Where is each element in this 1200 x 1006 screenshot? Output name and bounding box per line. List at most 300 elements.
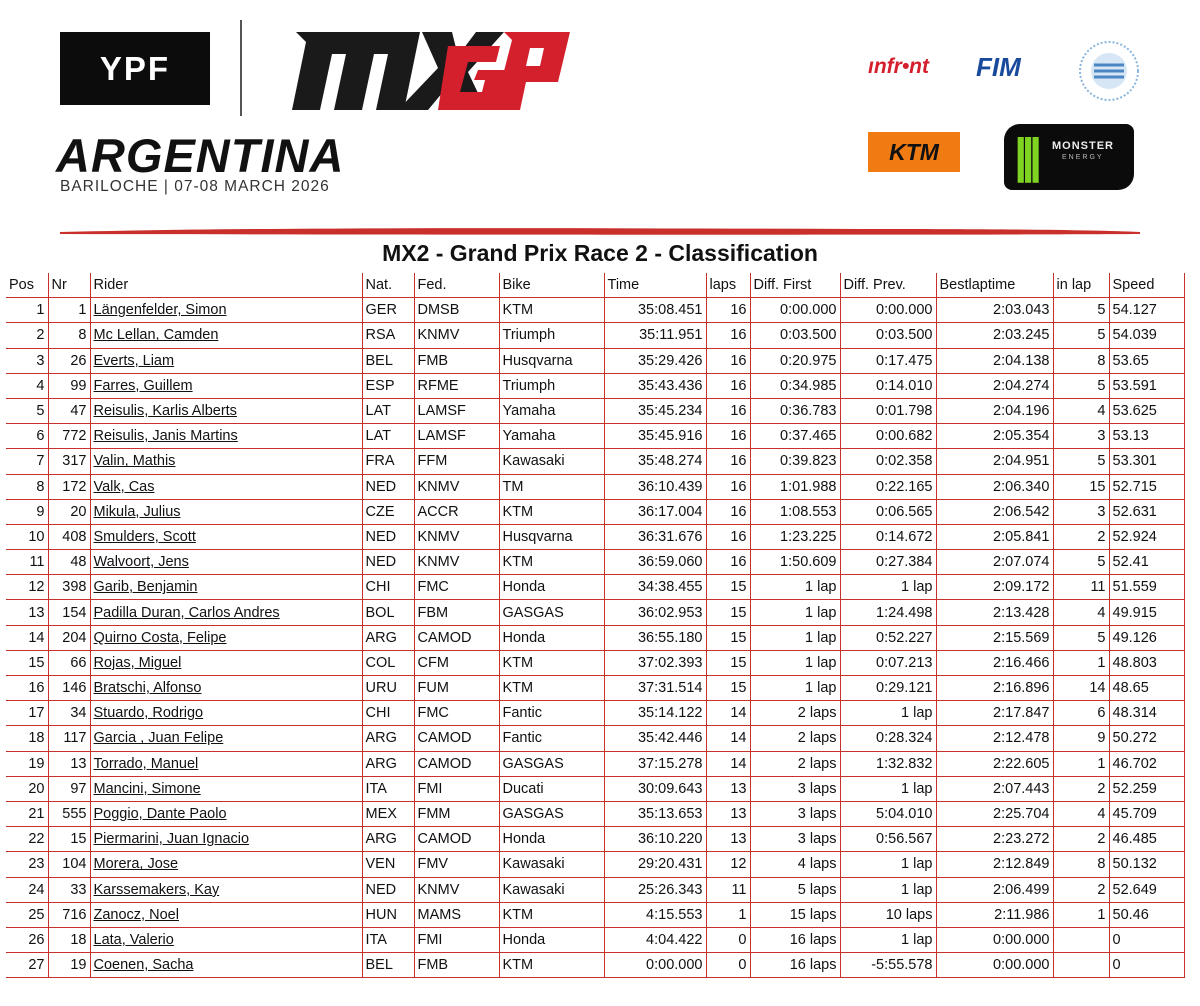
rider-link[interactable]: Valin, Mathis [93, 453, 176, 470]
cell-rider [90, 499, 362, 524]
rider-link[interactable]: Mc Lellan, Camden [93, 327, 219, 344]
cell-pos: 8 [6, 474, 48, 499]
cell-bike: Ducati [499, 776, 604, 801]
cell-pos: 19 [6, 751, 48, 776]
monster-logo-sub: ENERGY [1062, 154, 1104, 161]
cell-rider [90, 449, 362, 474]
cell-speed: 48.314 [1109, 701, 1184, 726]
cell-diff-prev: 0:17.475 [840, 348, 936, 373]
col-header-bike: Bike [499, 273, 604, 298]
cell-in-lap: 1 [1053, 902, 1109, 927]
cell-bestlaptime: 2:07.443 [936, 776, 1053, 801]
cell-rider [90, 827, 362, 852]
table-row [6, 474, 1184, 499]
table-row [6, 499, 1184, 524]
table-header-row [6, 273, 1184, 298]
cell-diff-first: 16 laps [750, 927, 840, 952]
cell-speed: 51.559 [1109, 575, 1184, 600]
cell-bestlaptime: 2:12.849 [936, 852, 1053, 877]
cell-diff-prev: 0:14.672 [840, 524, 936, 549]
cell-speed: 45.709 [1109, 801, 1184, 826]
cell-pos: 26 [6, 927, 48, 952]
cell-diff-prev: 0:00.682 [840, 424, 936, 449]
cell-bestlaptime: 0:00.000 [936, 927, 1053, 952]
rider-link[interactable]: Walvoort, Jens [93, 554, 189, 571]
cell-in-lap: 2 [1053, 524, 1109, 549]
cell-pos: 18 [6, 726, 48, 751]
cell-laps: 14 [706, 751, 750, 776]
cell-in-lap: 5 [1053, 373, 1109, 398]
cell-bike: KTM [499, 499, 604, 524]
cell-pos: 12 [6, 575, 48, 600]
cell-in-lap: 3 [1053, 499, 1109, 524]
col-header-rider: Rider [90, 273, 362, 298]
cell-in-lap: 4 [1053, 801, 1109, 826]
cell-laps: 1 [706, 902, 750, 927]
cell-rider [90, 373, 362, 398]
cell-bike: TM [499, 474, 604, 499]
rider-link[interactable]: Padilla Duran, Carlos Andres [93, 604, 280, 621]
cell-bike: Honda [499, 625, 604, 650]
cell-fed: FMB [414, 953, 499, 978]
rider-link[interactable]: Smulders, Scott [93, 528, 196, 545]
cell-bike: GASGAS [499, 751, 604, 776]
cell-bike: Triumph [499, 373, 604, 398]
table-row [6, 877, 1184, 902]
rider-link[interactable]: Poggio, Dante Paolo [93, 806, 227, 823]
cell-pos: 23 [6, 852, 48, 877]
cell-rider [90, 726, 362, 751]
cell-nat: BEL [362, 953, 414, 978]
table-row [6, 424, 1184, 449]
table-row [6, 323, 1184, 348]
cell-in-lap: 1 [1053, 650, 1109, 675]
table-row [6, 348, 1184, 373]
cell-diff-first: 2 laps [750, 726, 840, 751]
cell-diff-prev: 1 lap [840, 776, 936, 801]
cell-fed: RFME [414, 373, 499, 398]
cell-diff-first: 1:08.553 [750, 499, 840, 524]
cell-speed: 54.127 [1109, 298, 1184, 323]
cell-speed: 52.924 [1109, 524, 1184, 549]
cell-rider [90, 323, 362, 348]
monster-claw-icon: ||| [1014, 130, 1037, 183]
cell-diff-prev: 1:24.498 [840, 600, 936, 625]
cell-time: 37:15.278 [604, 751, 706, 776]
cell-bike: Fantic [499, 726, 604, 751]
table-row [6, 827, 1184, 852]
cell-rider [90, 953, 362, 978]
cell-pos: 7 [6, 449, 48, 474]
cell-nat: BOL [362, 600, 414, 625]
cell-laps: 16 [706, 474, 750, 499]
cell-speed: 53.13 [1109, 424, 1184, 449]
cell-bike: Triumph [499, 323, 604, 348]
rider-link[interactable]: Mikula, Julius [93, 503, 181, 520]
cell-in-lap: 6 [1053, 701, 1109, 726]
cell-pos: 25 [6, 902, 48, 927]
cell-laps: 15 [706, 575, 750, 600]
cell-bike: Honda [499, 575, 604, 600]
fim-logo: FIM [976, 52, 1021, 82]
cell-speed: 48.65 [1109, 676, 1184, 701]
table-row [6, 927, 1184, 952]
cell-fed: MAMS [414, 902, 499, 927]
cell-rider [90, 877, 362, 902]
cell-diff-prev: 1:32.832 [840, 751, 936, 776]
rider-link[interactable]: Everts, Liam [93, 352, 175, 369]
cell-nr: 772 [48, 424, 90, 449]
rider-link[interactable]: Reisulis, Karlis Alberts [93, 403, 237, 420]
cell-bestlaptime: 2:04.138 [936, 348, 1053, 373]
rider-link[interactable]: Garcia , Juan Felipe [93, 730, 224, 747]
cell-fed: FMC [414, 701, 499, 726]
cell-bestlaptime: 2:23.272 [936, 827, 1053, 852]
cell-time: 36:59.060 [604, 550, 706, 575]
cell-in-lap [1053, 927, 1109, 952]
cell-diff-prev: 0:14.010 [840, 373, 936, 398]
cell-nr: 317 [48, 449, 90, 474]
cell-in-lap: 1 [1053, 751, 1109, 776]
cell-fed: CAMOD [414, 625, 499, 650]
cell-diff-first: 1 lap [750, 650, 840, 675]
cell-time: 36:02.953 [604, 600, 706, 625]
cell-nr: 34 [48, 701, 90, 726]
cell-nat: HUN [362, 902, 414, 927]
table-row [6, 449, 1184, 474]
col-header-in-lap: in lap [1053, 273, 1109, 298]
cell-nat: MEX [362, 801, 414, 826]
cell-bestlaptime: 2:05.354 [936, 424, 1053, 449]
rider-link[interactable]: Quirno Costa, Felipe [93, 629, 227, 646]
cell-speed: 52.715 [1109, 474, 1184, 499]
cell-diff-first: 0:34.985 [750, 373, 840, 398]
cell-nr: 398 [48, 575, 90, 600]
cell-nat: URU [362, 676, 414, 701]
cell-diff-first: 1:50.609 [750, 550, 840, 575]
rider-link[interactable]: Garib, Benjamin [93, 579, 198, 596]
cell-diff-prev: 1 lap [840, 701, 936, 726]
cell-time: 35:29.426 [604, 348, 706, 373]
cell-fed: LAMSF [414, 424, 499, 449]
cell-speed: 50.46 [1109, 902, 1184, 927]
col-header-time: Time [604, 273, 706, 298]
col-header-diff-first: Diff. First [750, 273, 840, 298]
cell-rider [90, 298, 362, 323]
col-header-diff-prev: Diff. Prev. [840, 273, 936, 298]
cell-pos: 22 [6, 827, 48, 852]
cell-speed: 54.039 [1109, 323, 1184, 348]
cell-bike: Yamaha [499, 398, 604, 423]
cell-nat: CHI [362, 701, 414, 726]
cell-bestlaptime: 2:22.605 [936, 751, 1053, 776]
cell-bike: KTM [499, 676, 604, 701]
cell-fed: FFM [414, 449, 499, 474]
cell-bike: Honda [499, 927, 604, 952]
cell-speed: 53.65 [1109, 348, 1184, 373]
cell-time: 4:04.422 [604, 927, 706, 952]
cell-fed: FMB [414, 348, 499, 373]
cell-speed: 52.649 [1109, 877, 1184, 902]
rider-link[interactable]: Lata, Valerio [93, 931, 174, 948]
cell-laps: 16 [706, 499, 750, 524]
table-row [6, 373, 1184, 398]
cell-bestlaptime: 2:17.847 [936, 701, 1053, 726]
cell-bestlaptime: 2:05.841 [936, 524, 1053, 549]
logo-divider [240, 20, 242, 116]
monster-energy-logo [1004, 124, 1134, 190]
rider-link[interactable]: Coenen, Sacha [93, 957, 194, 974]
cell-rider [90, 524, 362, 549]
cell-time: 35:14.122 [604, 701, 706, 726]
cell-diff-prev: 0:27.384 [840, 550, 936, 575]
cell-laps: 11 [706, 877, 750, 902]
cell-diff-prev: 0:52.227 [840, 625, 936, 650]
cell-bestlaptime: 2:04.951 [936, 449, 1053, 474]
cell-nr: 117 [48, 726, 90, 751]
table-row [6, 701, 1184, 726]
cell-bike: Kawasaki [499, 449, 604, 474]
cell-pos: 1 [6, 298, 48, 323]
cell-in-lap: 15 [1053, 474, 1109, 499]
cell-speed: 49.126 [1109, 625, 1184, 650]
monster-logo-word: MONSTER [1052, 140, 1114, 152]
cell-bike: KTM [499, 550, 604, 575]
cell-pos: 14 [6, 625, 48, 650]
cell-time: 35:11.951 [604, 323, 706, 348]
cell-diff-first: 1 lap [750, 575, 840, 600]
cell-in-lap: 8 [1053, 348, 1109, 373]
cell-diff-first: 16 laps [750, 953, 840, 978]
col-header-nr: Nr [48, 273, 90, 298]
cell-laps: 14 [706, 726, 750, 751]
cell-diff-first: 2 laps [750, 701, 840, 726]
cell-laps: 16 [706, 373, 750, 398]
cell-speed: 53.591 [1109, 373, 1184, 398]
cell-speed: 49.915 [1109, 600, 1184, 625]
cell-diff-first: 1 lap [750, 676, 840, 701]
cell-bestlaptime: 2:04.196 [936, 398, 1053, 423]
cell-nr: 26 [48, 348, 90, 373]
table-row [6, 575, 1184, 600]
cell-speed: 52.41 [1109, 550, 1184, 575]
cell-laps: 13 [706, 801, 750, 826]
cell-laps: 15 [706, 625, 750, 650]
cell-nat: LAT [362, 424, 414, 449]
cell-diff-prev: 0:22.165 [840, 474, 936, 499]
cell-fed: KNMV [414, 877, 499, 902]
cell-nr: 19 [48, 953, 90, 978]
cell-nat: LAT [362, 398, 414, 423]
cell-bike: Kawasaki [499, 877, 604, 902]
cell-rider [90, 701, 362, 726]
table-row [6, 298, 1184, 323]
cell-time: 35:42.446 [604, 726, 706, 751]
cell-diff-first: 15 laps [750, 902, 840, 927]
rider-link[interactable]: Karssemakers, Kay [93, 881, 220, 898]
cell-fed: CFM [414, 650, 499, 675]
cell-speed: 48.803 [1109, 650, 1184, 675]
cell-diff-prev: 0:06.565 [840, 499, 936, 524]
cell-bike: Fantic [499, 701, 604, 726]
cell-time: 36:55.180 [604, 625, 706, 650]
cell-fed: CAMOD [414, 751, 499, 776]
table-row [6, 650, 1184, 675]
rider-link[interactable]: Torrado, Manuel [93, 755, 199, 772]
cell-diff-prev: 5:04.010 [840, 801, 936, 826]
cell-nat: NED [362, 524, 414, 549]
classification-title: MX2 - Grand Prix Race 2 - Classification [382, 240, 818, 266]
table-body [6, 298, 1184, 978]
cell-diff-first: 0:03.500 [750, 323, 840, 348]
cell-nat: ARG [362, 827, 414, 852]
table-row [6, 726, 1184, 751]
cell-in-lap: 5 [1053, 625, 1109, 650]
cell-diff-first: 0:39.823 [750, 449, 840, 474]
cell-laps: 0 [706, 927, 750, 952]
cell-bestlaptime: 2:04.274 [936, 373, 1053, 398]
rider-link[interactable]: Farres, Guillem [93, 377, 193, 394]
cell-nat: FRA [362, 449, 414, 474]
cell-laps: 13 [706, 776, 750, 801]
cell-pos: 27 [6, 953, 48, 978]
cell-time: 35:43.436 [604, 373, 706, 398]
cell-in-lap: 2 [1053, 776, 1109, 801]
cell-nr: 13 [48, 751, 90, 776]
cell-speed: 46.702 [1109, 751, 1184, 776]
cell-pos: 15 [6, 650, 48, 675]
cell-bike: KTM [499, 953, 604, 978]
cell-time: 35:13.653 [604, 801, 706, 826]
cell-nr: 146 [48, 676, 90, 701]
cell-bestlaptime: 0:00.000 [936, 953, 1053, 978]
cell-speed: 52.259 [1109, 776, 1184, 801]
rider-link[interactable]: Rojas, Miguel [93, 654, 182, 671]
cell-nr: 204 [48, 625, 90, 650]
rider-link[interactable]: Zanocz, Noel [93, 906, 179, 923]
cell-nr: 18 [48, 927, 90, 952]
cell-bestlaptime: 2:16.896 [936, 676, 1053, 701]
cell-bike: GASGAS [499, 600, 604, 625]
cell-nr: 47 [48, 398, 90, 423]
cell-diff-first: 3 laps [750, 801, 840, 826]
cell-nat: NED [362, 474, 414, 499]
cell-nr: 99 [48, 373, 90, 398]
cell-laps: 16 [706, 524, 750, 549]
cell-time: 35:45.916 [604, 424, 706, 449]
cell-in-lap: 2 [1053, 877, 1109, 902]
cell-rider [90, 852, 362, 877]
cell-nr: 104 [48, 852, 90, 877]
table-row [6, 524, 1184, 549]
rider-link[interactable]: Reisulis, Janis Martins [93, 428, 238, 445]
cell-nr: 20 [48, 499, 90, 524]
cell-speed: 50.272 [1109, 726, 1184, 751]
cell-diff-prev: 0:01.798 [840, 398, 936, 423]
cell-bestlaptime: 2:09.172 [936, 575, 1053, 600]
cell-diff-first: 2 laps [750, 751, 840, 776]
cell-speed: 52.631 [1109, 499, 1184, 524]
cell-fed: LAMSF [414, 398, 499, 423]
cell-pos: 16 [6, 676, 48, 701]
cell-rider [90, 776, 362, 801]
cell-nat: ITA [362, 927, 414, 952]
table-row [6, 953, 1184, 978]
cell-pos: 17 [6, 701, 48, 726]
cell-rider [90, 348, 362, 373]
cell-speed: 50.132 [1109, 852, 1184, 877]
cell-pos: 6 [6, 424, 48, 449]
cell-diff-first: 0:20.975 [750, 348, 840, 373]
cell-bike: Husqvarna [499, 348, 604, 373]
cell-fed: ACCR [414, 499, 499, 524]
cell-in-lap: 5 [1053, 449, 1109, 474]
rider-link[interactable]: Piermarini, Juan Ignacio [93, 831, 250, 848]
cell-in-lap: 4 [1053, 600, 1109, 625]
cell-diff-prev: 0:29.121 [840, 676, 936, 701]
cell-bike: Honda [499, 827, 604, 852]
rider-link[interactable]: Morera, Jose [93, 856, 179, 873]
cell-rider [90, 751, 362, 776]
cell-bestlaptime: 2:06.542 [936, 499, 1053, 524]
cell-nat: ARG [362, 751, 414, 776]
cell-bike: Kawasaki [499, 852, 604, 877]
cell-time: 36:10.220 [604, 827, 706, 852]
cell-nat: CHI [362, 575, 414, 600]
cell-fed: FMM [414, 801, 499, 826]
rider-link[interactable]: Valk, Cas [93, 478, 155, 495]
cell-rider [90, 600, 362, 625]
cell-diff-prev: 0:03.500 [840, 323, 936, 348]
cell-rider [90, 902, 362, 927]
cell-fed: FMI [414, 776, 499, 801]
col-header-speed: Speed [1109, 273, 1184, 298]
rider-link[interactable]: Bratschi, Alfonso [93, 680, 202, 697]
cell-in-lap: 3 [1053, 424, 1109, 449]
cell-time: 37:31.514 [604, 676, 706, 701]
cell-diff-prev: 1 lap [840, 852, 936, 877]
cell-fed: FBM [414, 600, 499, 625]
table-row [6, 600, 1184, 625]
cell-bestlaptime: 2:11.986 [936, 902, 1053, 927]
classification-table [6, 273, 1185, 978]
cell-fed: KNMV [414, 550, 499, 575]
cell-in-lap: 9 [1053, 726, 1109, 751]
rider-link[interactable]: Längenfelder, Simon [93, 302, 227, 319]
rider-link[interactable]: Mancini, Simone [93, 780, 201, 797]
cell-fed: KNMV [414, 524, 499, 549]
cell-nat: VEN [362, 852, 414, 877]
cell-speed: 0 [1109, 927, 1184, 952]
cell-nat: NED [362, 877, 414, 902]
cell-pos: 11 [6, 550, 48, 575]
cell-speed: 46.485 [1109, 827, 1184, 852]
cell-laps: 16 [706, 449, 750, 474]
cell-laps: 16 [706, 398, 750, 423]
cell-pos: 3 [6, 348, 48, 373]
cell-time: 36:31.676 [604, 524, 706, 549]
rider-link[interactable]: Stuardo, Rodrigo [93, 705, 204, 722]
col-header-pos: Pos [6, 273, 48, 298]
cell-diff-first: 0:36.783 [750, 398, 840, 423]
cell-laps: 15 [706, 676, 750, 701]
ypf-logo: YPF [60, 32, 210, 105]
cell-bestlaptime: 2:07.074 [936, 550, 1053, 575]
cell-bike: KTM [499, 902, 604, 927]
cell-fed: FMC [414, 575, 499, 600]
cell-diff-first: 1 lap [750, 600, 840, 625]
cell-nr: 555 [48, 801, 90, 826]
